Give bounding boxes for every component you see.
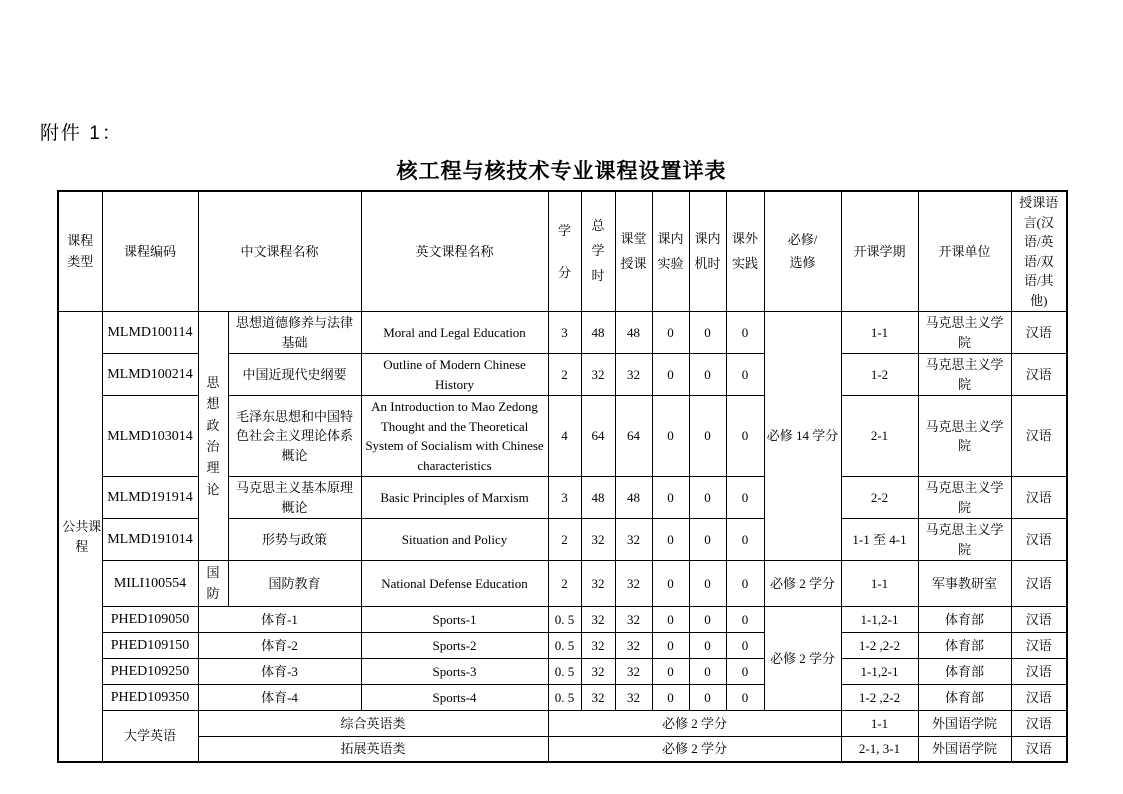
cell-semester: 1-2 ,2-2 bbox=[841, 632, 918, 658]
cell-requirement: 必修 2 学分 bbox=[548, 710, 841, 736]
cell-code: MLMD100114 bbox=[102, 312, 198, 354]
cell-practice-hours: 0 bbox=[726, 519, 764, 561]
category-public-label: 公共课程 bbox=[62, 519, 102, 554]
header-lecture-hours-label: 课堂授课 bbox=[620, 231, 647, 271]
cell-credits: 2 bbox=[548, 519, 581, 561]
header-computer-hours-label: 课内机时 bbox=[694, 231, 721, 271]
cell-lab-hours: 0 bbox=[652, 354, 689, 396]
cell-language: 汉语 bbox=[1011, 684, 1067, 710]
header-practice-hours bbox=[726, 191, 764, 312]
cell-cn-name: 综合英语类 bbox=[198, 710, 548, 736]
cell-cn-name: 马克思主义基本原理概论 bbox=[228, 477, 361, 519]
cell-unit: 体育部 bbox=[918, 658, 1011, 684]
header-requirement bbox=[764, 191, 841, 312]
cell-en-name: Basic Principles of Marxism bbox=[361, 477, 548, 519]
cell-cn-name: 毛泽东思想和中国特色社会主义理论体系概论 bbox=[228, 396, 361, 477]
header-total-hours-label: 总学时 bbox=[591, 218, 605, 283]
header-language bbox=[1011, 191, 1067, 312]
cell-semester: 1-1 bbox=[841, 710, 918, 736]
cell-credits: 0. 5 bbox=[548, 684, 581, 710]
cell-en-name: Situation and Policy bbox=[361, 519, 548, 561]
cell-credits: 2 bbox=[548, 561, 581, 607]
cell-en-name: Sports-4 bbox=[361, 684, 548, 710]
cell-en-name: Sports-3 bbox=[361, 658, 548, 684]
cell-total-hours: 32 bbox=[581, 606, 615, 632]
cell-en-name: National Defense Education bbox=[361, 561, 548, 607]
cell-language: 汉语 bbox=[1011, 606, 1067, 632]
cell-semester: 2-1 bbox=[841, 396, 918, 477]
header-semester-label: 开课学期 bbox=[853, 243, 906, 259]
cell-credits: 3 bbox=[548, 477, 581, 519]
cell-code: MLMD100214 bbox=[102, 354, 198, 396]
subcategory-ideology-label: 思想政治理论 bbox=[206, 374, 220, 497]
header-practice-hours-label: 课外实践 bbox=[732, 231, 759, 271]
cell-semester: 1-1 bbox=[841, 561, 918, 607]
table-row bbox=[58, 632, 1067, 658]
cell-requirement: 必修 2 学分 bbox=[764, 561, 841, 607]
cell-language: 汉语 bbox=[1011, 710, 1067, 736]
cell-language: 汉语 bbox=[1011, 561, 1067, 607]
attachment-label: 附件 1： bbox=[40, 123, 123, 144]
cell-cn-name: 体育-1 bbox=[198, 606, 361, 632]
header-course-type bbox=[58, 191, 102, 312]
cell-language: 汉语 bbox=[1011, 658, 1067, 684]
header-en-name bbox=[361, 191, 548, 312]
cell-total-hours: 32 bbox=[581, 354, 615, 396]
cell-unit: 外国语学院 bbox=[918, 736, 1011, 762]
cell-en-name: Sports-1 bbox=[361, 606, 548, 632]
header-semester bbox=[841, 191, 918, 312]
header-unit-label: 开课单位 bbox=[938, 243, 991, 259]
cell-en-name: Outline of Modern Chinese History bbox=[361, 354, 548, 396]
cell-computer-hours: 0 bbox=[689, 658, 726, 684]
cell-lecture-hours: 32 bbox=[615, 632, 652, 658]
cell-language: 汉语 bbox=[1011, 632, 1067, 658]
header-en-name-label: 英文课程名称 bbox=[415, 243, 494, 259]
cell-language: 汉语 bbox=[1011, 354, 1067, 396]
table-row bbox=[58, 684, 1067, 710]
cell-en-name: Moral and Legal Education bbox=[361, 312, 548, 354]
cell-total-hours: 64 bbox=[581, 396, 615, 477]
cell-total-hours: 32 bbox=[581, 519, 615, 561]
cell-credits: 2 bbox=[548, 354, 581, 396]
cell-code: PHED109350 bbox=[102, 684, 198, 710]
cell-lecture-hours: 64 bbox=[615, 396, 652, 477]
cell-unit: 军事教研室 bbox=[918, 561, 1011, 607]
cell-credits: 0. 5 bbox=[548, 606, 581, 632]
cell-language: 汉语 bbox=[1011, 519, 1067, 561]
cell-computer-hours: 0 bbox=[689, 396, 726, 477]
cell-lecture-hours: 32 bbox=[615, 354, 652, 396]
cell-cn-name: 思想道德修养与法律基础 bbox=[228, 312, 361, 354]
header-credits-label: 学分 bbox=[558, 222, 572, 280]
cell-lecture-hours: 32 bbox=[615, 658, 652, 684]
cell-cn-name: 国防教育 bbox=[228, 561, 361, 607]
cell-code: MILI100554 bbox=[102, 561, 198, 607]
cell-code: MLMD191914 bbox=[102, 477, 198, 519]
page-title: 核工程与核技术专业课程设置详表 bbox=[396, 160, 727, 183]
cell-unit: 马克思主义学院 bbox=[918, 396, 1011, 477]
header-cn-name-label: 中文课程名称 bbox=[240, 243, 319, 259]
cell-cn-name: 体育-4 bbox=[198, 684, 361, 710]
cell-computer-hours: 0 bbox=[689, 354, 726, 396]
cell-semester: 1-1,2-1 bbox=[841, 658, 918, 684]
cell-computer-hours: 0 bbox=[689, 561, 726, 607]
cell-language: 汉语 bbox=[1011, 477, 1067, 519]
table-row bbox=[58, 312, 1067, 354]
table-row bbox=[58, 606, 1067, 632]
cell-practice-hours: 0 bbox=[726, 477, 764, 519]
cell-credits: 0. 5 bbox=[548, 658, 581, 684]
cell-lab-hours: 0 bbox=[652, 519, 689, 561]
cell-lecture-hours: 32 bbox=[615, 519, 652, 561]
cell-subcategory-ideology bbox=[198, 312, 228, 561]
cell-category-public bbox=[58, 312, 102, 763]
cell-language: 汉语 bbox=[1011, 736, 1067, 762]
cell-lab-hours: 0 bbox=[652, 684, 689, 710]
cell-unit: 体育部 bbox=[918, 632, 1011, 658]
subcategory-defense-label: 国防 bbox=[206, 565, 220, 602]
cell-lab-hours: 0 bbox=[652, 632, 689, 658]
cell-language: 汉语 bbox=[1011, 312, 1067, 354]
cell-unit: 马克思主义学院 bbox=[918, 519, 1011, 561]
header-computer-hours bbox=[689, 191, 726, 312]
cell-lab-hours: 0 bbox=[652, 561, 689, 607]
cell-en-name: An Introduction to Mao Zedong Thought and the Theoretical System of Socialism with Chinese characteristics bbox=[361, 396, 548, 477]
cell-practice-hours: 0 bbox=[726, 561, 764, 607]
cell-credits: 0. 5 bbox=[548, 632, 581, 658]
cell-lecture-hours: 32 bbox=[615, 684, 652, 710]
cell-code: PHED109150 bbox=[102, 632, 198, 658]
header-unit bbox=[918, 191, 1011, 312]
cell-lab-hours: 0 bbox=[652, 477, 689, 519]
cell-lab-hours: 0 bbox=[652, 396, 689, 477]
header-language-label: 授课语言(汉语/英语/双语/其他) bbox=[1019, 195, 1059, 308]
cell-requirement: 必修 2 学分 bbox=[548, 736, 841, 762]
header-credits bbox=[548, 191, 581, 312]
header-lab-hours bbox=[652, 191, 689, 312]
cell-cn-name: 体育-2 bbox=[198, 632, 361, 658]
header-requirement-label: 必修/选修 bbox=[787, 232, 818, 270]
cell-unit: 体育部 bbox=[918, 684, 1011, 710]
cell-lecture-hours: 32 bbox=[615, 561, 652, 607]
cell-cn-name: 体育-3 bbox=[198, 658, 361, 684]
cell-computer-hours: 0 bbox=[689, 312, 726, 354]
cell-semester: 2-1, 3-1 bbox=[841, 736, 918, 762]
cell-lab-hours: 0 bbox=[652, 658, 689, 684]
cell-practice-hours: 0 bbox=[726, 312, 764, 354]
cell-unit: 体育部 bbox=[918, 606, 1011, 632]
cell-code: PHED109250 bbox=[102, 658, 198, 684]
cell-cn-name: 中国近现代史纲要 bbox=[228, 354, 361, 396]
cell-semester: 1-1 至 4-1 bbox=[841, 519, 918, 561]
course-table bbox=[57, 190, 1068, 763]
table-row bbox=[58, 658, 1067, 684]
cell-unit: 外国语学院 bbox=[918, 710, 1011, 736]
cell-total-hours: 32 bbox=[581, 561, 615, 607]
cell-lecture-hours: 32 bbox=[615, 606, 652, 632]
cell-group-college-english: 大学英语 bbox=[102, 710, 198, 762]
cell-semester: 1-1 bbox=[841, 312, 918, 354]
cell-computer-hours: 0 bbox=[689, 632, 726, 658]
header-course-code-label: 课程编码 bbox=[123, 243, 176, 259]
cell-practice-hours: 0 bbox=[726, 396, 764, 477]
cell-subcategory-defense bbox=[198, 561, 228, 607]
cell-code: MLMD103014 bbox=[102, 396, 198, 477]
table-row bbox=[58, 710, 1067, 736]
header-course-type-label: 课程类型 bbox=[67, 232, 94, 269]
cell-practice-hours: 0 bbox=[726, 632, 764, 658]
header-total-hours bbox=[581, 191, 615, 312]
cell-lecture-hours: 48 bbox=[615, 312, 652, 354]
cell-en-name: Sports-2 bbox=[361, 632, 548, 658]
header-cn-name bbox=[198, 191, 361, 312]
cell-lab-hours: 0 bbox=[652, 606, 689, 632]
cell-lab-hours: 0 bbox=[652, 312, 689, 354]
cell-semester: 1-2 ,2-2 bbox=[841, 684, 918, 710]
cell-requirement-pe: 必修 2 学分 bbox=[764, 606, 841, 710]
cell-requirement-ideology: 必修 14 学分 bbox=[764, 312, 841, 561]
cell-practice-hours: 0 bbox=[726, 354, 764, 396]
course-table-container bbox=[57, 190, 1068, 763]
cell-lecture-hours: 48 bbox=[615, 477, 652, 519]
cell-computer-hours: 0 bbox=[689, 684, 726, 710]
cell-total-hours: 32 bbox=[581, 658, 615, 684]
header-lab-hours-label: 课内实验 bbox=[657, 231, 684, 271]
cell-semester: 1-2 bbox=[841, 354, 918, 396]
cell-cn-name: 形势与政策 bbox=[228, 519, 361, 561]
cell-unit: 马克思主义学院 bbox=[918, 312, 1011, 354]
cell-computer-hours: 0 bbox=[689, 477, 726, 519]
cell-unit: 马克思主义学院 bbox=[918, 477, 1011, 519]
cell-total-hours: 48 bbox=[581, 312, 615, 354]
cell-unit: 马克思主义学院 bbox=[918, 354, 1011, 396]
cell-code: MLMD191014 bbox=[102, 519, 198, 561]
cell-practice-hours: 0 bbox=[726, 658, 764, 684]
cell-credits: 4 bbox=[548, 396, 581, 477]
cell-total-hours: 32 bbox=[581, 632, 615, 658]
cell-code: PHED109050 bbox=[102, 606, 198, 632]
header-course-code bbox=[102, 191, 198, 312]
cell-computer-hours: 0 bbox=[689, 606, 726, 632]
header-row bbox=[58, 191, 1067, 312]
cell-semester: 2-2 bbox=[841, 477, 918, 519]
cell-practice-hours: 0 bbox=[726, 606, 764, 632]
table-row bbox=[58, 561, 1067, 607]
cell-total-hours: 48 bbox=[581, 477, 615, 519]
cell-language: 汉语 bbox=[1011, 396, 1067, 477]
header-lecture-hours bbox=[615, 191, 652, 312]
cell-total-hours: 32 bbox=[581, 684, 615, 710]
cell-cn-name: 拓展英语类 bbox=[198, 736, 548, 762]
cell-practice-hours: 0 bbox=[726, 684, 764, 710]
table-row bbox=[58, 736, 1067, 762]
cell-computer-hours: 0 bbox=[689, 519, 726, 561]
cell-semester: 1-1,2-1 bbox=[841, 606, 918, 632]
cell-credits: 3 bbox=[548, 312, 581, 354]
